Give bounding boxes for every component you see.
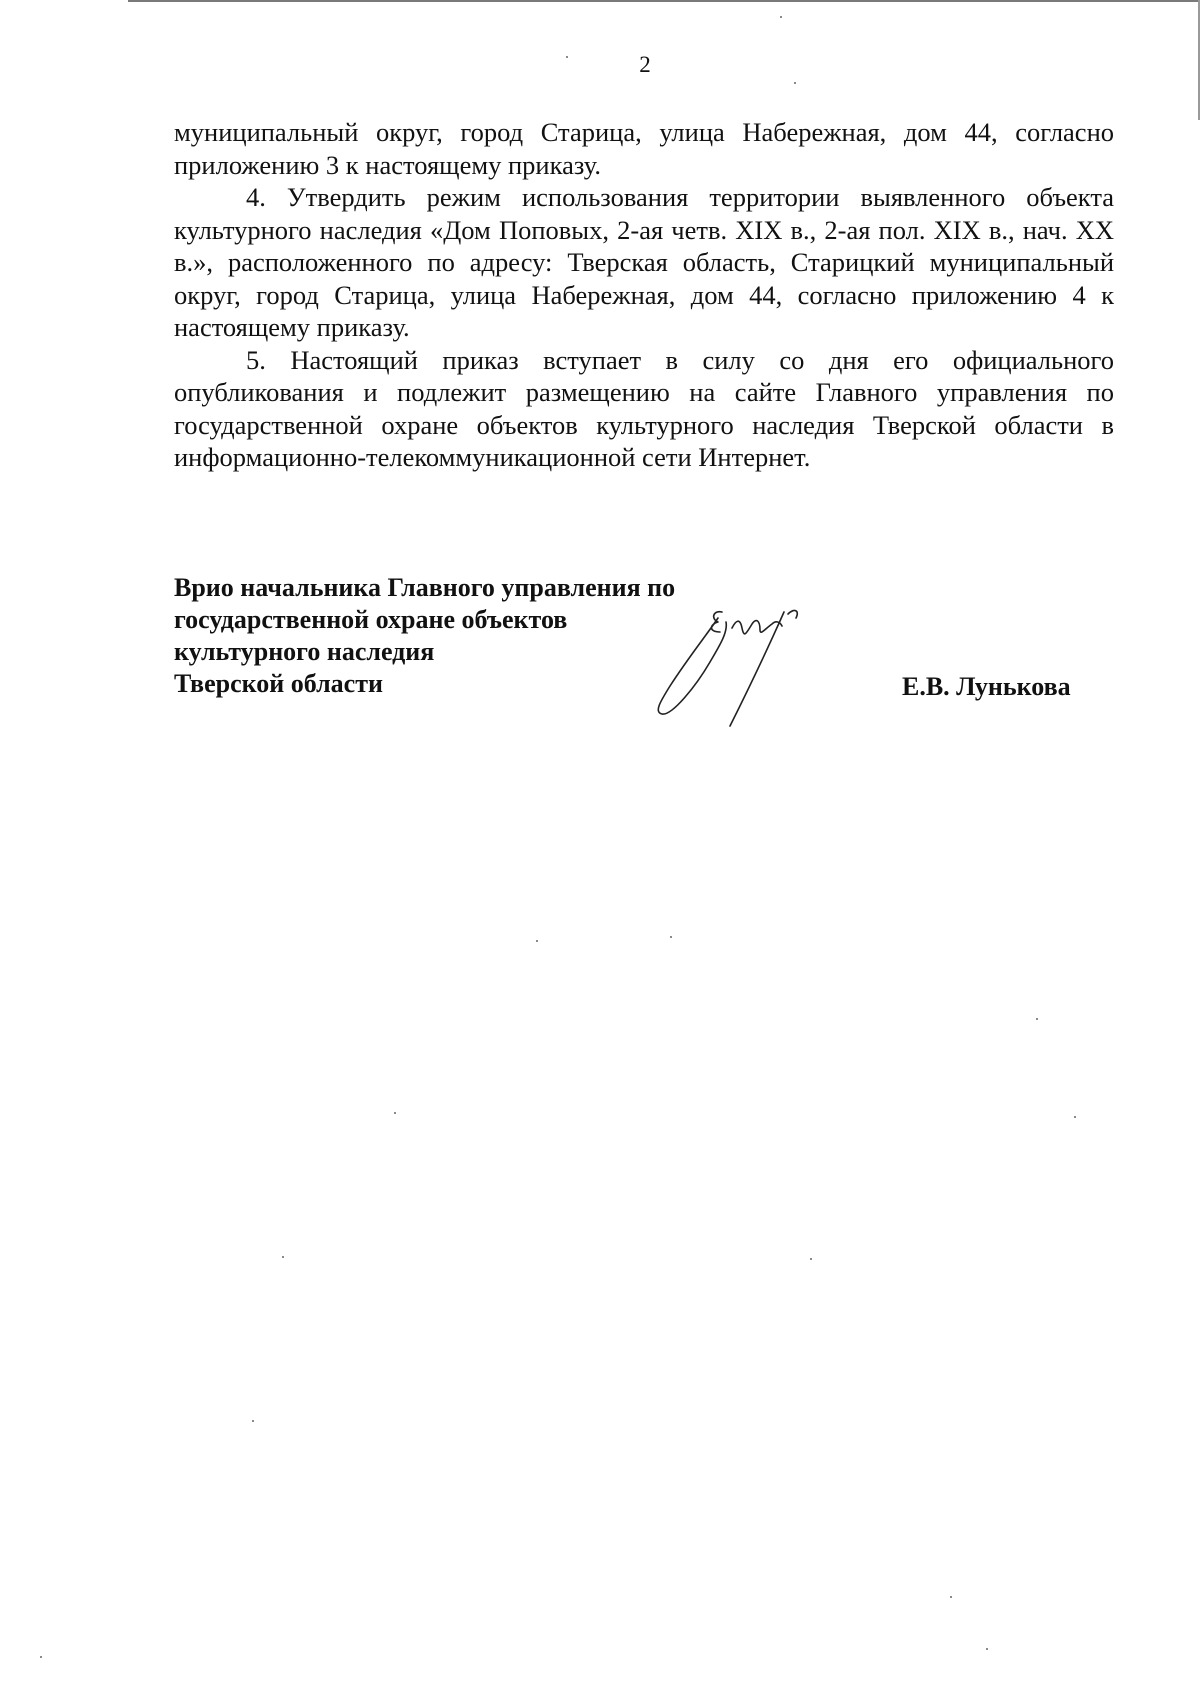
scan-speck [252,1420,254,1422]
scan-speck [566,56,568,58]
signatory-title-line: Врио начальника Главного управления по [174,573,676,602]
handwritten-signature [648,598,838,738]
scan-speck [986,1648,988,1650]
document-body [174,116,1114,474]
scan-speck [794,82,796,84]
scan-speck [536,940,538,942]
scan-speck [810,1258,812,1260]
signatory-title-line: Тверской области [174,669,383,698]
scan-speck [1074,1116,1076,1118]
paragraph-item-4: 4. Утвердить режим использования территории выявленного объекта культурного наследия «Дом Поповых, 2-ая четв. XIX в., 2-ая пол. XIX в., нач. XX в.», расположенного по адресу: Тверская область, Старицкий муниципальный округ, город Старица, улица Набережная, дом 44, согласно приложению 4 к настоящему приказу. [174,182,1114,342]
scan-speck [282,1256,284,1258]
scan-speck [950,1596,952,1598]
scan-edge-top [128,0,1200,2]
paragraph-item-5: 5. Настоящий приказ вступает в силу со дня его официального опубликования и подлежит размещению на сайте Главного управления по государственной охране объектов культурного наследия Тверской области в информационно-телекоммуникационной сети Интернет. [174,344,1114,472]
signatory-title-line: культурного наследия [174,637,435,666]
scan-speck [40,1656,42,1658]
signatory-title-block [174,572,675,700]
scan-speck [394,1112,396,1114]
paragraph-continuation: муниципальный округ, город Старица, улица Набережная, дом 44, согласно приложению 3 к настоящему приказу. [174,117,1114,180]
page-number: 2 [639,52,651,77]
signer-name: Е.В. Лунькова [902,672,1071,701]
scan-speck [670,936,672,938]
scan-speck [1036,1018,1038,1020]
signatory-title-line: государственной охране объектов [174,605,568,634]
scan-speck [780,16,782,18]
